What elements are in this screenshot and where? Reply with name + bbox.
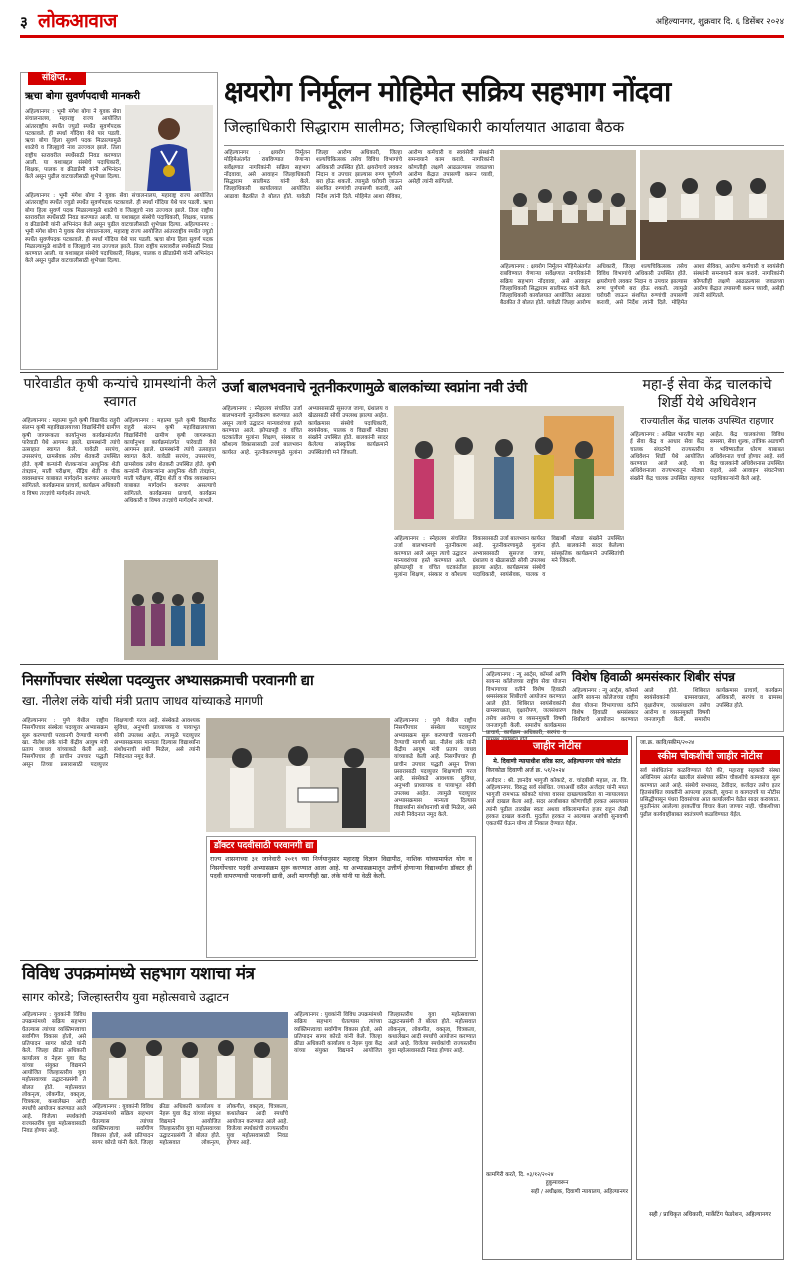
nisargopchar-body-right: अहिल्यानगर : पुणे येथील राष्ट्रीय निसर्गोपचार संस्थेला पदव्युत्तर अभ्यासक्रम सुरू करण्याची परवानगी देण्याची मागणी खा. नीलेश लंके यांनी केंद्रीय आयुष मंत्री प्रताप जाधव यांच्याकडे केली आहे. निसर्गोपचार ही प्राचीन उपचार पद्धती असून तिच्या प्रसारासाठी पदव्युत्तर शिक्षणाची गरज आहे. संस्थेकडे आवश्यक सुविधा, अनुभवी प्राध्यापक व पायाभूत सोयी उपलब्ध आहेत. त्यामुळे पदव्युत्तर अभ्यासक्रमास मान्यता दिल्यास विद्यार्थ्यांना संशोधनाची संधी मिळेल, असे त्यांनी निवेदनात नमूद केले. bbox=[394, 718, 476, 819]
parvedi-body-right: अहिल्यानगर : महात्मा फुले कृषी विद्यापीठ राहुरी संलग्न कृषी महाविद्यालयाच्या विद्यार्थिनींचे ग्रामीण कृषी जागरूकता कार्यानुभव कार्यक्रमांतर्गत पारेवाडी येथे आगमन झाले. ग्रामस्थांनी त्यांचे उत्साहात स्वागत केले. यावेळी सरपंच, उपसरपंच, ग्रामसेवक तसेच शेतकरी उपस्थित होते. कृषी कन्यांनी शेतकऱ्यांना आधुनिक शेती तंत्रज्ञान, माती परीक्षण, सेंद्रिय शेती व पीक व्यवस्थापन याबाबत मार्गदर्शन करणार असल्याचे सांगितले. कार्यक्रमास प्राचार्य, कार्यक्रम अधिकारी व विषय तज्ज्ञांचे मार्गदर्शन लाभले. bbox=[124, 418, 216, 504]
scheme-notice-title: स्कीम चौकशीची जाहीर नोटीस bbox=[640, 750, 780, 764]
vividh-body-right: अहिल्यानगर : युवकांनी विविध उपक्रमांमध्ये सक्रिय सहभाग घेतल्यास त्यांच्या व्यक्तिमत्त्वाचा सर्वांगीण विकास होतो, असे प्रतिपादन सागर कोरडे यांनी केले. जिल्हा क्रीडा अधिकारी कार्यालय व नेहरू युवा केंद्र यांच्या संयुक्त विद्यमाने आयोजित जिल्हास्तरीय युवा महोत्सवाच्या उद्घाटनप्रसंगी ते बोलत होते. महोत्सवात लोकनृत्य, लोकगीत, वक्तृत्व, चित्रकला, कथालेखन आदी स्पर्धांचे आयोजन करण्यात आले आहे. विजेत्या स्पर्धकांची राज्यस्तरीय युवा महोत्सवासाठी निवड होणार आहे. bbox=[294, 1012, 476, 1055]
lead-subhead-rule bbox=[224, 145, 784, 146]
vividh-subhead: सागर कोरडे; जिल्हास्तरीय युवा महोत्सवाचे उद्घाटन bbox=[22, 990, 229, 1004]
nisargopchar-photo bbox=[206, 718, 390, 832]
nisargopchar-subhead: खा. नीलेश लंके यांची मंत्री प्रताप जाधव यांच्याकडे मागणी bbox=[22, 694, 263, 708]
section-rule-1 bbox=[20, 372, 784, 373]
jahir-court: मे. दिवाणी न्यायाधीश वरिष्ठ स्तर, अहिल्यानगर यांचे कोर्टात bbox=[493, 757, 621, 765]
jahir-notice-title: जाहीर नोटीस bbox=[486, 740, 628, 755]
sankshipt-tag bbox=[28, 72, 108, 86]
masthead-rule bbox=[20, 35, 784, 38]
section-rule-3 bbox=[20, 960, 478, 961]
parvedi-body-left: अहिल्यानगर : महात्मा फुले कृषी विद्यापीठ राहुरी संलग्न कृषी महाविद्यालयाच्या विद्यार्थिनींचे ग्रामीण कृषी जागरूकता कार्यानुभव कार्यक्रमांतर्गत पारेवाडी येथे आगमन झाले. ग्रामस्थांनी त्यांचे उत्साहात स्वागत केले. यावेळी सरपंच, उपसरपंच, ग्रामसेवक तसेच शेतकरी उपस्थित होते. कृषी कन्यांनी शेतकऱ्यांना आधुनिक शेती तंत्रज्ञान, माती परीक्षण, सेंद्रिय शेती व पीक व्यवस्थापन याबाबत मार्गदर्शन करणार असल्याचे सांगितले. कार्यक्रमास प्राचार्य, कार्यक्रम अधिकारी व विषय तज्ज्ञांचे मार्गदर्शन लाभले. bbox=[22, 418, 120, 497]
page-number: ३ bbox=[20, 13, 28, 31]
lead-subhead: जिल्हाधिकारी सिद्धाराम सालीमठ; जिल्हाधिकारी कार्यालयात आढावा बैठक bbox=[224, 118, 625, 136]
parvedi-headline: पारेवाडीत कृषी कन्यांचे ग्रामस्थांनी केले स्वागत bbox=[23, 376, 217, 410]
vividh-photo bbox=[92, 1012, 288, 1100]
athlete-photo bbox=[125, 105, 213, 191]
jahir-notice-box bbox=[482, 736, 632, 1260]
vividh-body-mid: अहिल्यानगर : युवकांनी विविध उपक्रमांमध्ये सक्रिय सहभाग घेतल्यास त्यांच्या व्यक्तिमत्त्वाचा सर्वांगीण विकास होतो, असे प्रतिपादन सागर कोरडे यांनी केले. जिल्हा क्रीडा अधिकारी कार्यालय व नेहरू युवा केंद्र यांच्या संयुक्त विद्यमाने आयोजित जिल्हास्तरीय युवा महोत्सवाच्या उद्घाटनप्रसंगी ते बोलत होते. महोत्सवात लोकनृत्य, लोकगीत, वक्तृत्व, चित्रकला, कथालेखन आदी स्पर्धांचे आयोजन करण्यात आले आहे. विजेत्या स्पर्धकांची राज्यस्तरीय युवा महोत्सवासाठी निवड होणार आहे. bbox=[92, 1104, 288, 1147]
scheme-sign: सही / प्राधिकृत अधिकारी, मार्केटिंग फेडरेशन, अहिल्यानगर bbox=[649, 1212, 771, 1219]
sankshipt-headline: ऋचा बोगा सुवर्णपदाची मानकरी bbox=[25, 91, 140, 102]
nisargopchar-body: अहिल्यानगर : पुणे येथील राष्ट्रीय निसर्गोपचार संस्थेला पदव्युत्तर अभ्यासक्रम सुरू करण्याची परवानगी देण्याची मागणी खा. नीलेश लंके यांनी केंद्रीय आयुष मंत्री प्रताप जाधव यांच्याकडे केली आहे. निसर्गोपचार ही प्राचीन उपचार पद्धती असून तिच्या प्रसारासाठी पदव्युत्तर शिक्षणाची गरज आहे. संस्थेकडे आवश्यक सुविधा, अनुभवी प्राध्यापक व पायाभूत सोयी उपलब्ध आहेत. त्यामुळे पदव्युत्तर अभ्यासक्रमास मान्यता दिल्यास विद्यार्थ्यांना संशोधनाची संधी मिळेल, असे त्यांनी निवेदनात नमूद केले. bbox=[22, 718, 200, 768]
urja-headline: उर्जा बालभवनाचे नूतनीकरणामुळे बालकांच्या स्वप्नांना नवी उंची bbox=[222, 380, 527, 396]
lead-body-right: अहिल्यानगर : क्षयरोग निर्मूलन मोहिमेअंतर्गत राबविण्यात येणाऱ्या सर्वेक्षणात नागरिकांनी सक्रिय सहभाग नोंदवावा, असे आवाहन जिल्हाधिकारी सिद्धाराम सालीमठ यांनी केले. जिल्हाधिकारी कार्यालयात आयोजित आढावा बैठकीत ते बोलत होते. यावेळी जिल्हा आरोग्य अधिकारी, जिल्हा शल्यचिकित्सक तसेच विविध विभागांचे अधिकारी उपस्थित होते. क्षयरोगाचे लवकर निदान व उपचार झाल्यास रुग्ण पूर्णपणे बरा होऊ शकतो. त्यामुळे घरोघरी जाऊन संशयित रुग्णांची तपासणी करावी, असे निर्देश त्यांनी दिले. मोहिमेत आशा सेविका, आरोग्य कर्मचारी व स्वयंसेवी संस्थांनी समन्वयाने काम करावे. नागरिकांनी कोणतीही लक्षणे आढळल्यास जवळच्या आरोग्य केंद्रात तपासणी करून घ्यावी, असेही त्यांनी सांगितले. bbox=[500, 264, 784, 307]
jahir-sign-mid: हुकुमावरून bbox=[545, 1180, 569, 1187]
jahir-case-no: किरकोळ दिवाणी अर्ज क्र. ५१/२०२४ bbox=[486, 767, 565, 774]
sankshipt-tag-label: संक्षिप्त.. bbox=[28, 72, 86, 85]
jahir-body: अर्जदार : श्री. ज्ञानदेव भागुजी कोकाटे, रा. चांदबीबी महाल, ता. जि. अहिल्यानगर. विरुद्ध सर्व संबंधित. ज्याअर्थी वरील अर्जदार यांनी मयत भागुजी रामभाऊ कोकाटे यांच्या वारसा दाखल्याकरिता या न्यायालयात अर्ज दाखल केला आहे. सदर अर्जाबाबत कोणाचीही हरकत असल्यास त्यांनी पुढील तारखेस स्वतः अथवा वकिलामार्फत हजर राहून लेखी हरकत दाखल करावी. मुदतीत हरकत न आल्यास अर्जाची सुनावणी एकतर्फी घेऊन योग्य तो निकाल देण्यात येईल. bbox=[486, 777, 628, 828]
lead-body-left: अहिल्यानगर : क्षयरोग निर्मूलन मोहिमेअंतर्गत राबविण्यात येणाऱ्या सर्वेक्षणात नागरिकांनी सक्रिय सहभाग नोंदवावा, असे आवाहन जिल्हाधिकारी सिद्धाराम सालीमठ यांनी केले. जिल्हाधिकारी कार्यालयात आयोजित आढावा बैठकीत ते बोलत होते. यावेळी जिल्हा आरोग्य अधिकारी, जिल्हा शल्यचिकित्सक तसेच विविध विभागांचे अधिकारी उपस्थित होते. क्षयरोगाचे लवकर निदान व उपचार झाल्यास रुग्ण पूर्णपणे बरा होऊ शकतो. त्यामुळे घरोघरी जाऊन संशयित रुग्णांची तपासणी करावी, असे निर्देश त्यांनी दिले. मोहिमेत आशा सेविका, आरोग्य कर्मचारी व स्वयंसेवी संस्थांनी समन्वयाने काम करावे. नागरिकांनी कोणतीही लक्षणे आढळल्यास जवळच्या आरोग्य केंद्रात तपासणी करून घ्यावी, असेही त्यांनी सांगितले. bbox=[224, 150, 494, 200]
mahaeseva-body: अहिल्यानगर : अखिल भारतीय महा ई सेवा केंद्र व आधार सेवा केंद्र चालक संघटनेचे राज्यस्तरीय अधिवेशन शिर्डी येथे आयोजित करण्यात आले आहे. या अधिवेशनाला राज्यभरातून मोठ्या संख्येने केंद्र चालक उपस्थित राहणार आहेत. केंद्र चालकांच्या विविध समस्या, सेवा शुल्क, तांत्रिक अडचणी व भविष्यातील धोरण याबाबत अधिवेशनात चर्चा होणार आहे. सर्व केंद्र चालकांनी अधिवेशनास उपस्थित राहावे, असे आवाहन संघटनेच्या पदाधिकाऱ्यांनी केले आहे. bbox=[630, 432, 784, 482]
dateline: अहिल्यानगर, शुक्रवार दि. ६ डिसेंबर २०२४ bbox=[655, 17, 784, 27]
jahir-sign-right: सही / अधीक्षक, दिवाणी न्यायालय, अहिल्यानगर bbox=[530, 1189, 628, 1196]
masthead bbox=[20, 10, 784, 34]
photo-caption-title: डॉक्टर पदवीसाठी परवानगी द्या bbox=[210, 840, 317, 853]
hivali-headline: विशेष हिवाळी श्रमसंस्कार शिबीर संपन्न bbox=[572, 670, 735, 684]
sankshipt-box bbox=[20, 72, 218, 370]
mahaeseva-headline: महा-ई सेवा केंद्र चालकांचे शिर्डी येथे अधिवेशन bbox=[642, 377, 772, 412]
urja-photo bbox=[394, 406, 624, 530]
hivali-body: अहिल्यानगर : न्यू आर्ट्स, कॉमर्स आणि सायन्स कॉलेजच्या राष्ट्रीय सेवा योजना विभागाच्या वतीने विशेष हिवाळी श्रमसंस्कार शिबीराचे आयोजन करण्यात आले होते. शिबिरात स्वयंसेवकांनी ग्रामस्वच्छता, वृक्षारोपण, जलसंधारण तसेच आरोग्य व व्यसनमुक्ती विषयी जनजागृती केली. समारोप कार्यक्रमास प्राचार्य, कार्यक्रम अधिकारी, सरपंच व ग्रामस्थ उपस्थित होते. bbox=[572, 688, 782, 724]
vividh-headline: विविध उपक्रमांमध्ये सहभाग यशाचा मंत्र bbox=[22, 964, 255, 984]
nisargopchar-headline: निसर्गोपचार संस्थेला पदव्युत्तर अभ्यासक्रमाची परवानगी द्या bbox=[22, 673, 314, 689]
sankshipt-body-cont: अहिल्यानगर : भूमी मंगेश बोगा ने युवक सेवा संचालनालय, महाराष्ट्र राज्य आयोजित आंतरराष्ट्रीय स्पर्धेत ज्युडो स्पर्धेत सुवर्णपदक पटकावले. ही स्पर्धा गोंदिया येथे पार पडली. ऋचा बोगा हिला सुवर्ण पदक मिळाल्यामुळे शाळेचे व जिल्ह्याचे नाव उज्ज्वल झाले. तिला राष्ट्रीय स्तरावरील स्पर्धेसाठी निवड करण्यात आली. या यशाबद्दल संस्थेचे पदाधिकारी, शिक्षक, पालक व क्रीडाप्रेमी यांनी अभिनंदन केले असून पुढील वाटचालीसाठी शुभेच्छा दिल्या. अहिल्यानगर : भूमी मंगेश बोगा ने युवक सेवा संचालनालय, महाराष्ट्र राज्य आयोजित आंतरराष्ट्रीय स्पर्धेत ज्युडो स्पर्धेत सुवर्णपदक पटकावले. ही स्पर्धा गोंदिया येथे पार पडली. ऋचा बोगा हिला सुवर्ण पदक मिळाल्यामुळे शाळेचे व जिल्ह्याचे नाव उज्ज्वल झाले. तिला राष्ट्रीय स्तरावरील स्पर्धेसाठी निवड करण्यात आली. या यशाबद्दल संस्थेचे पदाधिकारी, शिक्षक, पालक व क्रीडाप्रेमी यांनी अभिनंदन केले असून पुढील वाटचालीसाठी शुभेच्छा दिल्या. bbox=[25, 193, 213, 265]
sankshipt-body: अहिल्यानगर : भूमी मंगेश बोगा ने युवक सेवा संचालनालय, महाराष्ट्र राज्य आयोजित आंतरराष्ट्रीय स्पर्धेत ज्युडो स्पर्धेत सुवर्णपदक पटकावले. ही स्पर्धा गोंदिया येथे पार पडली. ऋचा बोगा हिला सुवर्ण पदक मिळाल्यामुळे शाळेचे व जिल्ह्याचे नाव उज्ज्वल झाले. तिला राष्ट्रीय स्तरावरील स्पर्धेसाठी निवड करण्यात आली. या यशाबद्दल संस्थेचे पदाधिकारी, शिक्षक, पालक व क्रीडाप्रेमी यांनी अभिनंदन केले असून पुढील वाटचालीसाठी शुभेच्छा दिल्या. bbox=[25, 109, 121, 181]
scheme-ref: जा.क्र. कावि/स्कीम/२०२४ bbox=[640, 740, 695, 746]
parvedi-photo bbox=[124, 560, 218, 660]
jahir-sign-left: कामगिरी करते, दि. ०३/१२/२०२४ bbox=[486, 1171, 554, 1178]
nisargopchar-caption-box bbox=[206, 836, 476, 958]
vividh-body-left: अहिल्यानगर : युवकांनी विविध उपक्रमांमध्ये सक्रिय सहभाग घेतल्यास त्यांच्या व्यक्तिमत्त्वाचा सर्वांगीण विकास होतो, असे प्रतिपादन सागर कोरडे यांनी केले. जिल्हा क्रीडा अधिकारी कार्यालय व नेहरू युवा केंद्र यांच्या संयुक्त विद्यमाने आयोजित जिल्हास्तरीय युवा महोत्सवाच्या उद्घाटनप्रसंगी ते बोलत होते. महोत्सवात लोकनृत्य, लोकगीत, वक्तृत्व, चित्रकला, कथालेखन आदी स्पर्धांचे आयोजन करण्यात आले आहे. विजेत्या स्पर्धकांची राज्यस्तरीय युवा महोत्सवासाठी निवड होणार आहे. bbox=[22, 1012, 86, 1135]
hivali-intro: अहिल्यानगर : न्यू आर्ट्स, कॉमर्स आणि सायन्स कॉलेजच्या राष्ट्रीय सेवा योजना विभागाच्या वतीने विशेष हिवाळी श्रमसंस्कार शिबीराचे आयोजन करण्यात आले होते. शिबिरात स्वयंसेवकांनी ग्रामस्वच्छता, वृक्षारोपण, जलसंधारण तसेच आरोग्य व व्यसनमुक्ती विषयी जनजागृती केली. समारोप कार्यक्रमास प्राचार्य, कार्यक्रम अधिकारी, सरपंच व bbox=[486, 672, 566, 737]
lead-photo-left bbox=[500, 150, 636, 260]
photo-caption-body: राज्य शासनाच्या ३१ जानेवारी २०१९ च्या निर्णयानुसार महाराष्ट्र विज्ञान विद्यापीठ, नाशिक यांच्यामार्फत योग व निसर्गोपचार पदवी अभ्यासक्रम सुरू करण्यात आला आहे. या अभ्यासक्रमातून उत्तीर्ण होणाऱ्या विद्यार्थ्यांना डॉक्टर ही पदवी वापरण्याची परवानगी द्यावी, अशी मागणीही खा. लंके यांनी या वेळी केली. bbox=[210, 856, 472, 880]
urja-body-left: अहिल्यानगर : स्नेहालय संचलित उर्जा बालभवनाचे नूतनीकरण करण्यात आले असून त्याचे उद्घाटन मान्यवरांच्या हस्ते करण्यात आले. झोपडपट्टी व वंचित घटकांतील मुलांना शिक्षण, संस्कार व कौशल्य विकासासाठी उर्जा बालभवन कार्यरत आहे. नूतनीकरणामुळे मुलांना अभ्यासासाठी सुसज्ज जागा, ग्रंथालय व खेळासाठी सोयी उपलब्ध झाल्या आहेत. कार्यक्रमास संस्थेचे पदाधिकारी, स्वयंसेवक, पालक व विद्यार्थी मोठ्या संख्येने उपस्थित होते. बालकांनी सादर केलेल्या सांस्कृतिक कार्यक्रमाने उपस्थितांची मने जिंकली. bbox=[222, 406, 388, 456]
lead-headline: क्षयरोग निर्मूलन मोहिमेत सक्रिय सहभाग नोंदवा bbox=[224, 75, 671, 108]
lead-photo-right bbox=[640, 150, 784, 260]
masthead-logo: लोकआवाज bbox=[38, 10, 117, 32]
urja-body-right: अहिल्यानगर : स्नेहालय संचलित उर्जा बालभवनाचे नूतनीकरण करण्यात आले असून त्याचे उद्घाटन मान्यवरांच्या हस्ते करण्यात आले. झोपडपट्टी व वंचित घटकांतील मुलांना शिक्षण, संस्कार व कौशल्य विकासासाठी उर्जा बालभवन कार्यरत आहे. नूतनीकरणामुळे मुलांना अभ्यासासाठी सुसज्ज जागा, ग्रंथालय व खेळासाठी सोयी उपलब्ध झाल्या आहेत. कार्यक्रमास संस्थेचे पदाधिकारी, स्वयंसेवक, पालक व विद्यार्थी मोठ्या संख्येने उपस्थित होते. बालकांनी सादर केलेल्या सांस्कृतिक कार्यक्रमाने उपस्थितांची मने जिंकली. bbox=[394, 536, 624, 579]
scheme-notice-box bbox=[636, 736, 784, 1260]
mahaeseva-subhead: राज्यातील केंद्र चालक उपस्थित राहणार bbox=[640, 416, 774, 427]
section-rule-2 bbox=[20, 664, 784, 665]
scheme-body: सर्व संबंधितांना कळविण्यात येते की, महाराष्ट्र सहकारी संस्था अधिनियम अंतर्गत खालील संस्थेच्या स्कीम चौकशीचे कामकाज सुरू करण्यात आले आहे. संस्थेचे सभासद, ठेवीदार, कर्जदार तसेच इतर हितसंबंधित व्यक्तींनी आपल्या हरकती, सूचना व कागदपत्रे या नोटीस प्रसिद्धीपासून पंधरा दिवसांच्या आत कार्यालयीन वेळेत सादर कराव्यात. मुदतीनंतर आलेल्या हरकतींचा विचार केला जाणार नाही. चौकशीच्या पुढील कार्यवाहीबाबत स्वतंत्रपणे कळविण्यात येईल. bbox=[640, 768, 780, 818]
